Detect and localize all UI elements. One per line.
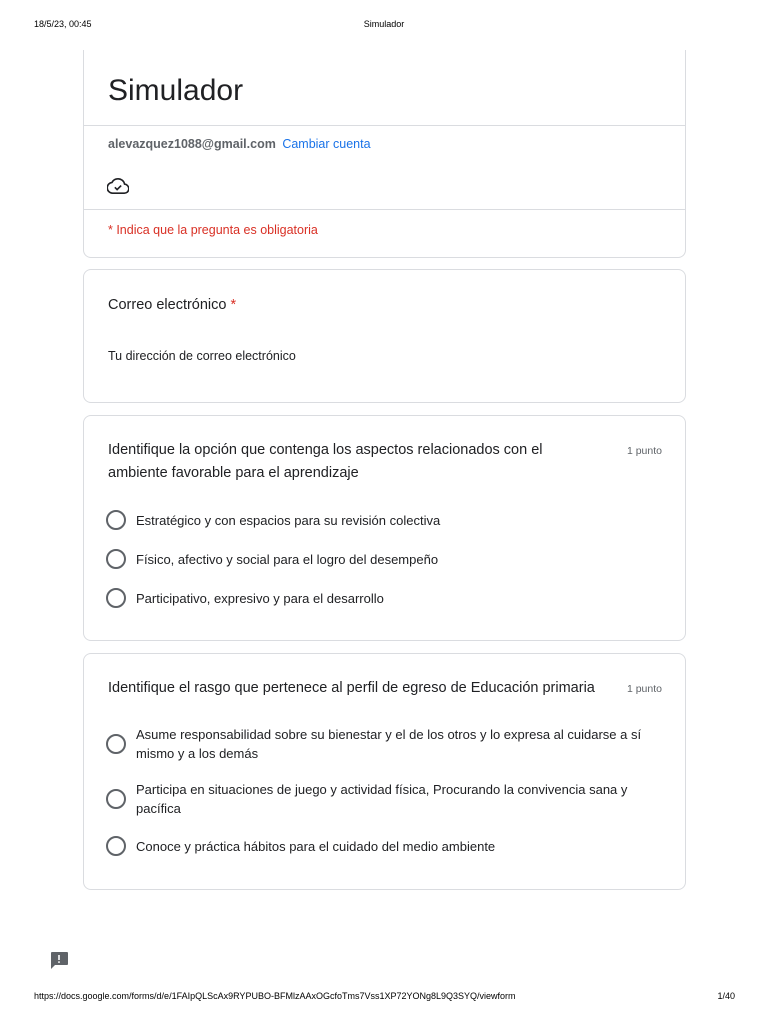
radio-button[interactable] — [106, 510, 126, 530]
email-question-card — [83, 269, 686, 403]
radio-option[interactable] — [106, 510, 648, 530]
question-title — [108, 439, 588, 485]
feedback-icon[interactable] — [49, 950, 69, 970]
question-card — [83, 653, 686, 890]
radio-button[interactable] — [106, 549, 126, 569]
required-star: * — [230, 297, 237, 313]
form-title: Simulador — [108, 74, 244, 107]
divider — [84, 209, 685, 210]
option-label: Estratégico y con espacios para su revisión colectiva — [136, 512, 441, 528]
email-field[interactable]: Tu dirección de correo electrónico — [108, 349, 296, 363]
account-email: alevazquez1088@gmail.com — [108, 137, 276, 151]
points-label: 1 punto — [626, 683, 662, 695]
print-header — [0, 0, 768, 48]
cloud-check-icon — [107, 177, 129, 195]
points-label: 1 punto — [626, 445, 662, 457]
divider — [84, 125, 685, 126]
radio-button[interactable] — [106, 588, 126, 608]
radio-option[interactable] — [106, 780, 648, 818]
option-label: Participativo, expresivo y para el desarrollo — [136, 590, 384, 606]
email-question-title — [108, 294, 236, 317]
radio-option[interactable] — [106, 588, 648, 608]
print-title: Simulador — [363, 19, 405, 29]
switch-account-link[interactable]: Cambiar cuenta — [282, 137, 371, 151]
radio-option[interactable] — [106, 836, 648, 856]
option-label: Participa en situaciones de juego y actividad física, Procurando la convivencia sana y pacífica — [136, 782, 628, 816]
required-note: * Indica que la pregunta es obligatoria — [108, 223, 318, 237]
option-label: Físico, afectivo y social para el logro del desempeño — [136, 551, 439, 567]
print-footer — [0, 991, 768, 1005]
radio-option[interactable] — [106, 549, 648, 569]
page-url: https://docs.google.com/forms/d/e/1FAIpQLScAx9RYPUBO-BFMlzAAxOGcfoTms7Vss1XP72YONg8L9Q3SYQ/viewform — [34, 991, 516, 1001]
option-label: Asume responsabilidad sobre su bienestar y el de los otros y lo expresa al cuidarse a sí mismo y a los demás — [136, 727, 642, 761]
page-number: 1/40 — [717, 991, 735, 1001]
question-title — [108, 677, 618, 700]
radio-button[interactable] — [106, 789, 126, 809]
form-header-card — [83, 50, 686, 258]
radio-button[interactable] — [106, 836, 126, 856]
question-title-line: Identifique el rasgo que pertenece al perfil de egreso de Educación primaria — [108, 680, 595, 696]
option-label: Conoce y práctica hábitos para el cuidado del medio ambiente — [136, 838, 496, 854]
print-date: 18/5/23, 00:45 — [34, 19, 92, 29]
radio-option[interactable] — [106, 725, 648, 763]
account-row — [108, 137, 371, 151]
question-title-line: ambiente favorable para el aprendizaje — [108, 465, 359, 481]
radio-button[interactable] — [106, 734, 126, 754]
question-title-line: Identifique la opción que contenga los aspectos relacionados con el — [108, 442, 543, 458]
email-question-label: Correo electrónico — [108, 297, 227, 313]
question-card — [83, 415, 686, 641]
